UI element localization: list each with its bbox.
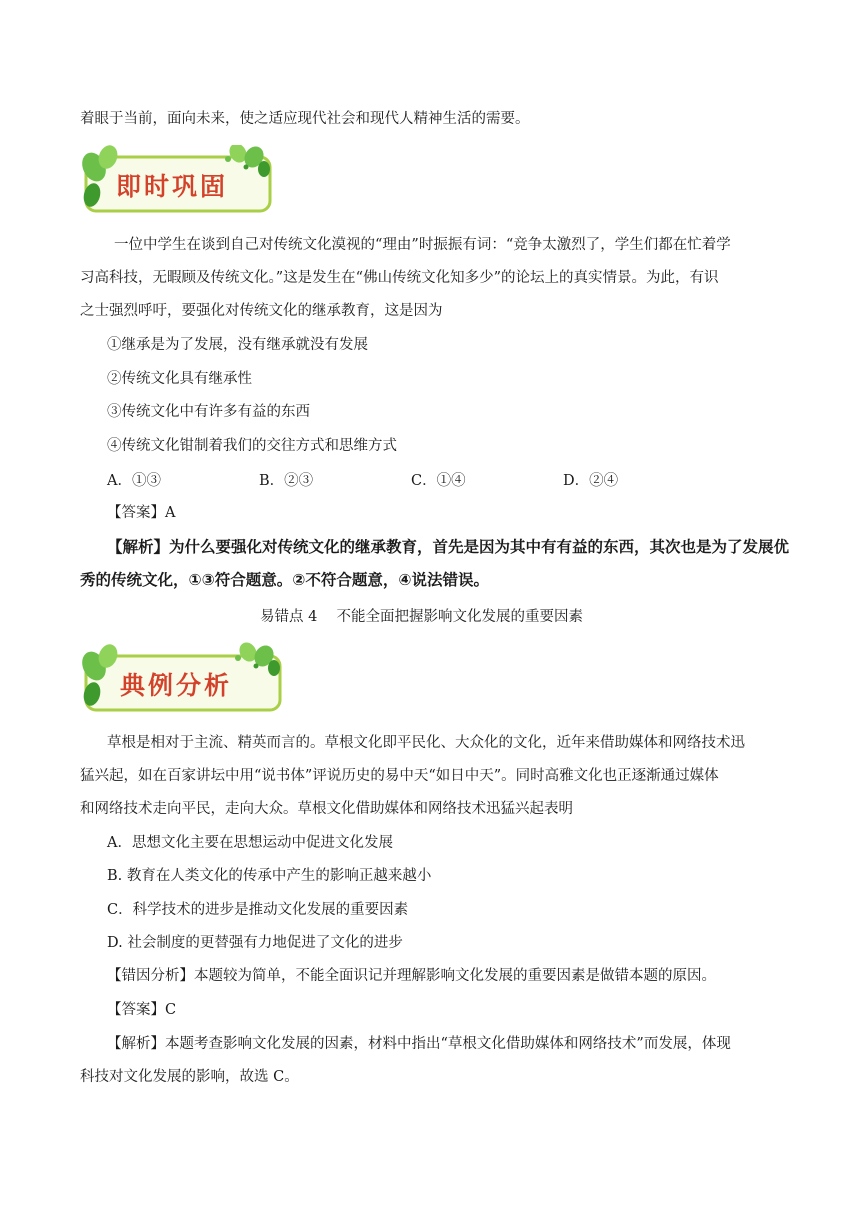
analysis1-line-2: 秀的传统文化，①③符合题意。②不符合题意，④说法错误。 xyxy=(80,571,489,589)
leaf-banner-graphic xyxy=(78,642,288,714)
analysis2-line-2: 科技对文化发展的影响，故选 C。 xyxy=(80,1069,299,1085)
option2-b: B. 教育在人类文化的传承中产生的影响正越来越小 xyxy=(107,868,432,884)
option-c: C．①④ xyxy=(411,473,466,489)
analysis1-line-1: 【解析】为什么要强化对传统文化的继承教育，首先是因为其中有有益的东西，其次也是为了发展优 xyxy=(107,538,790,556)
question1-line-1: 一位中学生在谈到自己对传统文化漠视的“理由”时振振有词：“竞争太激烈了，学生们都在忙着学 xyxy=(114,237,731,253)
statement-1: ①继承是为了发展，没有继承就没有发展 xyxy=(107,337,368,353)
section-banner-consolidate xyxy=(78,145,278,221)
option2-c: C．科学技术的进步是推动文化发展的重要因素 xyxy=(107,902,409,918)
option-b: B．②③ xyxy=(259,473,314,489)
banner-label-example: 典例分析 xyxy=(120,671,233,700)
statement-3: ③传统文化中有许多有益的东西 xyxy=(107,404,310,420)
option2-d: D. 社会制度的更替强有力地促进了文化的进步 xyxy=(107,935,403,951)
question1-line-2: 习高科技，无暇顾及传统文化。”这是发生在“佛山传统文化知多少”的论坛上的真实情景。为此，有识 xyxy=(80,270,719,286)
option-a: A．①③ xyxy=(107,473,161,489)
question2-line-3: 和网络技术走向平民，走向大众。草根文化借助媒体和网络技术迅猛兴起表明 xyxy=(80,801,573,817)
analysis2-line-1: 【解析】本题考查影响文化发展的因素，材料中指出“草根文化借助媒体和网络技术”而发展，体现 xyxy=(107,1036,731,1052)
answer1: 【答案】A xyxy=(107,505,176,521)
question2-line-2: 猛兴起，如在百家讲坛中用“说书体”评说历史的易中天“如日中天”。同时高雅文化也正逐渐通过媒体 xyxy=(80,768,719,784)
section-banner-example xyxy=(78,642,288,718)
statement-4: ④传统文化钳制着我们的交往方式和思维方式 xyxy=(107,438,397,454)
banner-label-consolidate: 即时巩固 xyxy=(116,172,229,201)
leaf-banner-graphic xyxy=(78,145,278,217)
question2-line-1: 草根是相对于主流、精英而言的。草根文化即平民化、大众化的文化，近年来借助媒体和网络技术迅 xyxy=(107,735,745,751)
question1-line-3: 之士强烈呼吁，要强化对传统文化的继承教育，这是因为 xyxy=(80,303,443,319)
statement-2: ②传统文化具有继承性 xyxy=(107,371,252,387)
error-cause: 【错因分析】本题较为简单，不能全面识记并理解影响文化发展的重要因素是做错本题的原因。 xyxy=(107,968,716,984)
intro-tail-text: 着眼于当前，面向未来，使之适应现代社会和现代人精神生活的需要。 xyxy=(80,111,530,127)
answer2: 【答案】C xyxy=(107,1002,177,1018)
option2-a: A．思想文化主要在思想运动中促进文化发展 xyxy=(107,835,393,851)
option-d: D．②④ xyxy=(563,473,619,489)
error-point-title: 易错点 4 不能全面把握影响文化发展的重要因素 xyxy=(260,609,583,625)
